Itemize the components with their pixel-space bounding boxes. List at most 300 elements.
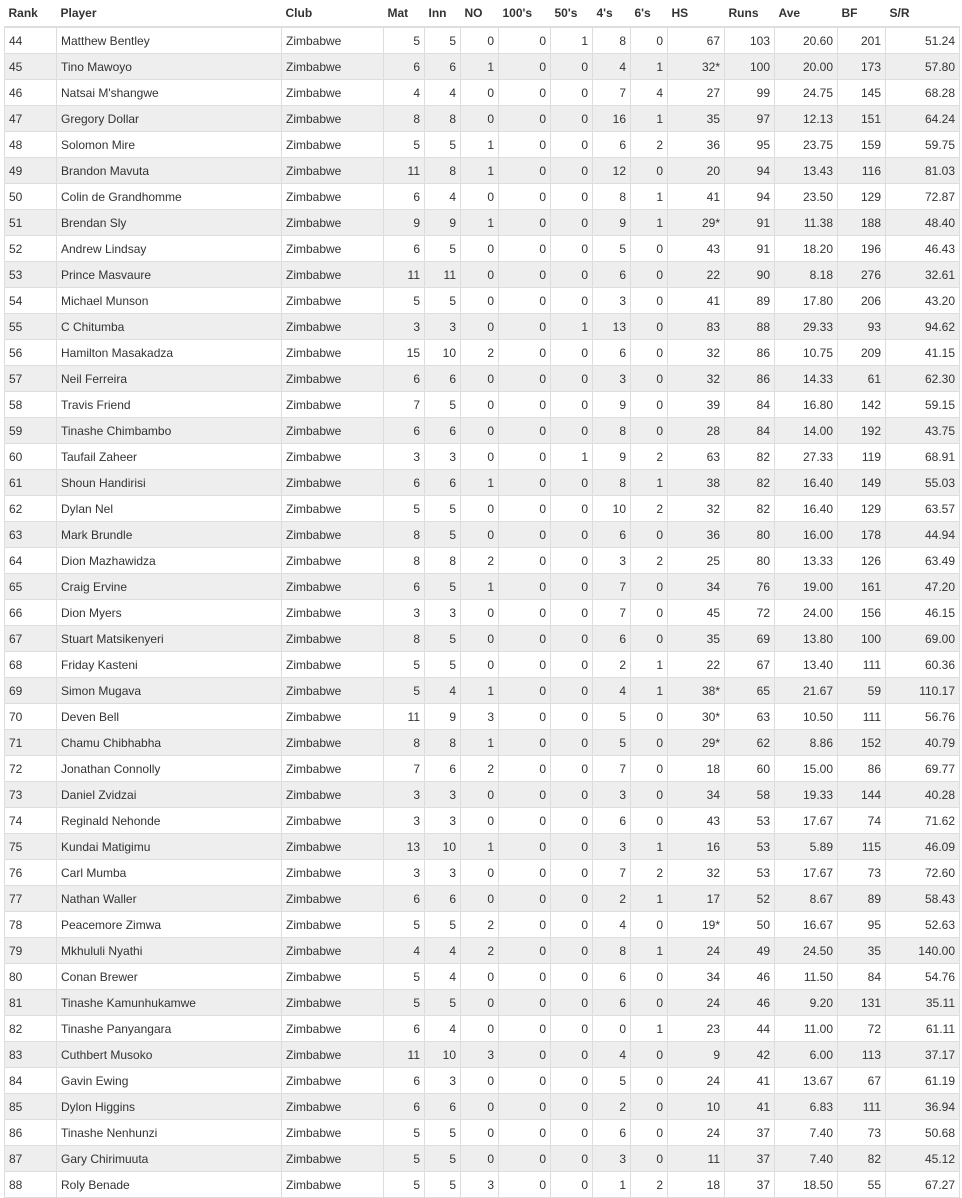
cell-sixes: 1 — [631, 54, 668, 80]
cell-hs: 18 — [668, 1172, 725, 1198]
cell-ave: 8.18 — [775, 262, 838, 288]
cell-rank: 46 — [5, 80, 57, 106]
cell-hundreds: 0 — [499, 80, 551, 106]
cell-inn: 6 — [425, 470, 461, 496]
cell-ave: 11.38 — [775, 210, 838, 236]
table-row — [5, 1042, 960, 1068]
cell-hundreds: 0 — [499, 938, 551, 964]
cell-rank: 63 — [5, 522, 57, 548]
cell-bf: 161 — [838, 574, 886, 600]
cell-club: Zimbabwe — [282, 600, 384, 626]
cell-ave: 7.40 — [775, 1120, 838, 1146]
cell-ave: 6.83 — [775, 1094, 838, 1120]
cell-bf: 159 — [838, 132, 886, 158]
cell-fifties: 0 — [551, 80, 593, 106]
cell-hundreds: 0 — [499, 27, 551, 54]
cell-bf: 95 — [838, 912, 886, 938]
cell-club: Zimbabwe — [282, 184, 384, 210]
column-header-player[interactable]: Player — [60, 6, 97, 20]
cell-bf: 188 — [838, 210, 886, 236]
cell-fifties: 0 — [551, 912, 593, 938]
table-row — [5, 990, 960, 1016]
cell-sr: 40.79 — [886, 730, 960, 756]
column-header-50-s[interactable]: 50's — [554, 6, 578, 20]
cell-rank: 51 — [5, 210, 57, 236]
cell-sr: 68.28 — [886, 80, 960, 106]
cell-fours: 5 — [593, 1068, 631, 1094]
cell-bf: 73 — [838, 860, 886, 886]
column-header-club[interactable]: Club — [285, 6, 313, 20]
cell-fifties: 0 — [551, 808, 593, 834]
cell-fifties: 0 — [551, 470, 593, 496]
cell-ave: 29.33 — [775, 314, 838, 340]
cell-club: Zimbabwe — [282, 548, 384, 574]
cell-club: Zimbabwe — [282, 990, 384, 1016]
cell-hundreds: 0 — [499, 730, 551, 756]
cell-rank: 84 — [5, 1068, 57, 1094]
cell-no: 1 — [461, 574, 499, 600]
cell-rank: 88 — [5, 1172, 57, 1198]
cell-mat: 6 — [384, 574, 425, 600]
cell-fours: 3 — [593, 782, 631, 808]
cell-sr: 32.61 — [886, 262, 960, 288]
cell-bf: 67 — [838, 1068, 886, 1094]
cell-inn: 5 — [425, 496, 461, 522]
cell-sr: 58.43 — [886, 886, 960, 912]
table-body — [5, 27, 960, 1198]
cell-mat: 5 — [384, 964, 425, 990]
cell-player: Craig Ervine — [57, 574, 282, 600]
table-row — [5, 834, 960, 860]
column-header-ave[interactable]: Ave — [778, 6, 801, 20]
cell-hundreds: 0 — [499, 54, 551, 80]
cell-bf: 131 — [838, 990, 886, 1016]
cell-sixes: 0 — [631, 522, 668, 548]
cell-club: Zimbabwe — [282, 418, 384, 444]
cell-sixes: 0 — [631, 392, 668, 418]
cell-rank: 65 — [5, 574, 57, 600]
cell-fours: 8 — [593, 470, 631, 496]
cell-hundreds: 0 — [499, 808, 551, 834]
cell-mat: 6 — [384, 1068, 425, 1094]
column-header-100-s[interactable]: 100's — [502, 6, 533, 20]
cell-sr: 54.76 — [886, 964, 960, 990]
table-row — [5, 210, 960, 236]
cell-hundreds: 0 — [499, 184, 551, 210]
cell-club: Zimbabwe — [282, 626, 384, 652]
cell-rank: 82 — [5, 1016, 57, 1042]
table-row — [5, 132, 960, 158]
cell-no: 0 — [461, 1094, 499, 1120]
cell-hundreds: 0 — [499, 340, 551, 366]
cell-no: 0 — [461, 522, 499, 548]
cell-bf: 151 — [838, 106, 886, 132]
cell-club: Zimbabwe — [282, 834, 384, 860]
cell-sr: 63.57 — [886, 496, 960, 522]
cell-sixes: 0 — [631, 574, 668, 600]
cell-fifties: 0 — [551, 1094, 593, 1120]
cell-ave: 11.50 — [775, 964, 838, 990]
cell-sixes: 0 — [631, 236, 668, 262]
cell-sr: 48.40 — [886, 210, 960, 236]
cell-ave: 10.75 — [775, 340, 838, 366]
cell-fifties: 0 — [551, 652, 593, 678]
cell-player: Jonathan Connolly — [57, 756, 282, 782]
column-header-mat[interactable]: Mat — [387, 6, 409, 20]
cell-fifties: 0 — [551, 184, 593, 210]
cell-runs: 86 — [725, 366, 775, 392]
cell-fours: 8 — [593, 184, 631, 210]
cell-player: Brandon Mavuta — [57, 158, 282, 184]
table-row — [5, 392, 960, 418]
cell-inn: 5 — [425, 288, 461, 314]
cell-player: Andrew Lindsay — [57, 236, 282, 262]
table-row — [5, 106, 960, 132]
cell-no: 0 — [461, 184, 499, 210]
cell-fours: 6 — [593, 132, 631, 158]
cell-bf: 144 — [838, 782, 886, 808]
cell-club: Zimbabwe — [282, 574, 384, 600]
table-row — [5, 1146, 960, 1172]
table-row — [5, 704, 960, 730]
cell-inn: 3 — [425, 808, 461, 834]
cell-player: Deven Bell — [57, 704, 282, 730]
cell-player: Colin de Grandhomme — [57, 184, 282, 210]
cell-bf: 126 — [838, 548, 886, 574]
cell-rank: 68 — [5, 652, 57, 678]
cell-sixes: 0 — [631, 418, 668, 444]
table-row — [5, 678, 960, 704]
cell-club: Zimbabwe — [282, 470, 384, 496]
cell-no: 0 — [461, 366, 499, 392]
table-row — [5, 262, 960, 288]
cell-no: 3 — [461, 1172, 499, 1198]
cell-sr: 57.80 — [886, 54, 960, 80]
cell-inn: 10 — [425, 1042, 461, 1068]
cell-fifties: 0 — [551, 392, 593, 418]
cell-hundreds: 0 — [499, 132, 551, 158]
cell-fours: 6 — [593, 1120, 631, 1146]
cell-no: 1 — [461, 470, 499, 496]
cell-club: Zimbabwe — [282, 808, 384, 834]
cell-runs: 103 — [725, 27, 775, 54]
cell-sr: 72.87 — [886, 184, 960, 210]
cell-hs: 41 — [668, 184, 725, 210]
cell-hs: 16 — [668, 834, 725, 860]
cell-mat: 5 — [384, 132, 425, 158]
cell-bf: 142 — [838, 392, 886, 418]
cell-hs: 45 — [668, 600, 725, 626]
cell-mat: 6 — [384, 470, 425, 496]
cell-inn: 10 — [425, 834, 461, 860]
cell-ave: 13.33 — [775, 548, 838, 574]
cell-no: 2 — [461, 938, 499, 964]
cell-inn: 8 — [425, 730, 461, 756]
cell-inn: 4 — [425, 80, 461, 106]
cell-bf: 89 — [838, 886, 886, 912]
cell-fifties: 0 — [551, 1042, 593, 1068]
cell-sixes: 1 — [631, 834, 668, 860]
table-row — [5, 366, 960, 392]
cell-mat: 6 — [384, 1094, 425, 1120]
cell-fifties: 0 — [551, 288, 593, 314]
cell-sixes: 0 — [631, 912, 668, 938]
cell-ave: 13.43 — [775, 158, 838, 184]
cell-fours: 7 — [593, 756, 631, 782]
cell-ave: 19.33 — [775, 782, 838, 808]
cell-hundreds: 0 — [499, 964, 551, 990]
cell-ave: 20.00 — [775, 54, 838, 80]
column-header-hs[interactable]: HS — [671, 6, 689, 20]
cell-hs: 36 — [668, 522, 725, 548]
cell-hundreds: 0 — [499, 1094, 551, 1120]
table-row — [5, 782, 960, 808]
cell-fifties: 0 — [551, 366, 593, 392]
cell-fours: 9 — [593, 444, 631, 470]
cell-no: 0 — [461, 444, 499, 470]
cell-bf: 93 — [838, 314, 886, 340]
cell-sixes: 1 — [631, 210, 668, 236]
cell-sr: 69.00 — [886, 626, 960, 652]
cell-mat: 6 — [384, 236, 425, 262]
cell-ave: 20.60 — [775, 27, 838, 54]
cell-ave: 16.00 — [775, 522, 838, 548]
cell-hundreds: 0 — [499, 314, 551, 340]
cell-no: 0 — [461, 1068, 499, 1094]
cell-hs: 24 — [668, 1068, 725, 1094]
cell-sixes: 1 — [631, 1016, 668, 1042]
column-header-s-r[interactable]: S/R — [889, 6, 910, 20]
cell-rank: 54 — [5, 288, 57, 314]
cell-mat: 9 — [384, 210, 425, 236]
cell-runs: 82 — [725, 496, 775, 522]
table-row — [5, 236, 960, 262]
table-row — [5, 964, 960, 990]
cell-fours: 2 — [593, 652, 631, 678]
cell-club: Zimbabwe — [282, 1068, 384, 1094]
table-row — [5, 600, 960, 626]
table-row — [5, 27, 960, 54]
cell-sr: 35.11 — [886, 990, 960, 1016]
cell-hundreds: 0 — [499, 756, 551, 782]
cell-hundreds: 0 — [499, 1042, 551, 1068]
cell-inn: 4 — [425, 938, 461, 964]
cell-bf: 72 — [838, 1016, 886, 1042]
cell-ave: 19.00 — [775, 574, 838, 600]
cell-club: Zimbabwe — [282, 444, 384, 470]
cell-sixes: 0 — [631, 1042, 668, 1068]
cell-no: 0 — [461, 626, 499, 652]
cell-fifties: 0 — [551, 548, 593, 574]
cell-club: Zimbabwe — [282, 158, 384, 184]
cell-ave: 14.33 — [775, 366, 838, 392]
cell-fifties: 0 — [551, 418, 593, 444]
cell-player: Stuart Matsikenyeri — [57, 626, 282, 652]
cell-runs: 53 — [725, 808, 775, 834]
cell-no: 1 — [461, 132, 499, 158]
cell-hs: 43 — [668, 236, 725, 262]
cell-bf: 173 — [838, 54, 886, 80]
cell-mat: 6 — [384, 886, 425, 912]
cell-club: Zimbabwe — [282, 236, 384, 262]
cell-fifties: 0 — [551, 600, 593, 626]
cell-runs: 97 — [725, 106, 775, 132]
cell-club: Zimbabwe — [282, 106, 384, 132]
cell-sr: 44.94 — [886, 522, 960, 548]
cell-sixes: 1 — [631, 938, 668, 964]
cell-mat: 3 — [384, 314, 425, 340]
cell-player: Chamu Chibhabha — [57, 730, 282, 756]
cell-hs: 25 — [668, 548, 725, 574]
cell-runs: 86 — [725, 340, 775, 366]
cell-hundreds: 0 — [499, 1172, 551, 1198]
cell-fifties: 1 — [551, 27, 593, 54]
cell-rank: 52 — [5, 236, 57, 262]
cell-player: Solomon Mire — [57, 132, 282, 158]
column-header-runs[interactable]: Runs — [728, 6, 759, 20]
column-header-6-s[interactable]: 6's — [634, 6, 651, 20]
cell-hundreds: 0 — [499, 236, 551, 262]
cell-inn: 5 — [425, 132, 461, 158]
cell-no: 2 — [461, 912, 499, 938]
cell-fifties: 0 — [551, 860, 593, 886]
cell-fifties: 0 — [551, 1016, 593, 1042]
cell-sixes: 0 — [631, 27, 668, 54]
cell-player: Gavin Ewing — [57, 1068, 282, 1094]
cell-mat: 11 — [384, 262, 425, 288]
cell-player: Nathan Waller — [57, 886, 282, 912]
table-row — [5, 522, 960, 548]
cell-inn: 3 — [425, 444, 461, 470]
cell-sixes: 0 — [631, 808, 668, 834]
cell-club: Zimbabwe — [282, 964, 384, 990]
cell-no: 0 — [461, 418, 499, 444]
cell-sixes: 0 — [631, 1094, 668, 1120]
cell-bf: 196 — [838, 236, 886, 262]
cell-fifties: 1 — [551, 444, 593, 470]
cell-fifties: 0 — [551, 938, 593, 964]
cell-inn: 6 — [425, 418, 461, 444]
cell-runs: 94 — [725, 158, 775, 184]
cell-rank: 47 — [5, 106, 57, 132]
cell-runs: 80 — [725, 522, 775, 548]
cell-bf: 201 — [838, 27, 886, 54]
cell-sixes: 0 — [631, 782, 668, 808]
cell-ave: 14.00 — [775, 418, 838, 444]
column-header-inn[interactable]: Inn — [428, 6, 447, 20]
cell-fifties: 0 — [551, 132, 593, 158]
cell-ave: 23.50 — [775, 184, 838, 210]
table-row — [5, 444, 960, 470]
cell-no: 3 — [461, 1042, 499, 1068]
cell-mat: 6 — [384, 54, 425, 80]
cell-bf: 35 — [838, 938, 886, 964]
cell-fours: 6 — [593, 808, 631, 834]
cell-player: Roly Benade — [57, 1172, 282, 1198]
cell-hundreds: 0 — [499, 860, 551, 886]
column-header-no[interactable]: NO — [464, 6, 483, 20]
cell-hs: 29* — [668, 730, 725, 756]
cell-bf: 73 — [838, 1120, 886, 1146]
cell-inn: 3 — [425, 600, 461, 626]
cell-sixes: 2 — [631, 496, 668, 522]
cell-fours: 4 — [593, 1042, 631, 1068]
cell-hs: 38 — [668, 470, 725, 496]
cell-inn: 6 — [425, 54, 461, 80]
cell-hundreds: 0 — [499, 834, 551, 860]
cell-sixes: 0 — [631, 964, 668, 990]
cell-fifties: 0 — [551, 574, 593, 600]
cell-player: Taufail Zaheer — [57, 444, 282, 470]
cell-rank: 80 — [5, 964, 57, 990]
cell-rank: 75 — [5, 834, 57, 860]
cell-player: Cuthbert Musoko — [57, 1042, 282, 1068]
cell-ave: 16.40 — [775, 470, 838, 496]
cell-bf: 145 — [838, 80, 886, 106]
cell-sr: 43.20 — [886, 288, 960, 314]
cell-sr: 61.19 — [886, 1068, 960, 1094]
cell-player: Tinashe Chimbambo — [57, 418, 282, 444]
cell-rank: 86 — [5, 1120, 57, 1146]
cell-hs: 24 — [668, 938, 725, 964]
cell-mat: 8 — [384, 548, 425, 574]
table-row — [5, 938, 960, 964]
cell-fours: 4 — [593, 54, 631, 80]
column-header-4-s[interactable]: 4's — [596, 6, 613, 20]
cell-hs: 38* — [668, 678, 725, 704]
cell-hundreds: 0 — [499, 106, 551, 132]
cell-ave: 17.67 — [775, 860, 838, 886]
table-row — [5, 340, 960, 366]
cell-mat: 6 — [384, 1016, 425, 1042]
cell-inn: 5 — [425, 912, 461, 938]
cell-sixes: 2 — [631, 132, 668, 158]
cell-inn: 8 — [425, 548, 461, 574]
cell-no: 0 — [461, 964, 499, 990]
cell-ave: 17.67 — [775, 808, 838, 834]
cell-ave: 24.50 — [775, 938, 838, 964]
cell-ave: 5.89 — [775, 834, 838, 860]
cell-bf: 152 — [838, 730, 886, 756]
cell-rank: 83 — [5, 1042, 57, 1068]
cell-runs: 84 — [725, 418, 775, 444]
column-header-rank[interactable]: Rank — [8, 6, 38, 20]
cell-runs: 37 — [725, 1146, 775, 1172]
cell-runs: 46 — [725, 990, 775, 1016]
cell-hs: 39 — [668, 392, 725, 418]
cell-inn: 5 — [425, 574, 461, 600]
column-header-bf[interactable]: BF — [841, 6, 858, 20]
cell-ave: 13.40 — [775, 652, 838, 678]
cell-club: Zimbabwe — [282, 912, 384, 938]
cell-runs: 72 — [725, 600, 775, 626]
cell-ave: 11.00 — [775, 1016, 838, 1042]
cell-player: Natsai M'shangwe — [57, 80, 282, 106]
cell-fours: 8 — [593, 27, 631, 54]
cell-sixes: 2 — [631, 444, 668, 470]
cell-bf: 178 — [838, 522, 886, 548]
cell-club: Zimbabwe — [282, 132, 384, 158]
cell-hs: 32 — [668, 496, 725, 522]
cell-rank: 77 — [5, 886, 57, 912]
cell-hs: 19* — [668, 912, 725, 938]
cell-sixes: 0 — [631, 288, 668, 314]
cell-player: Dion Mazhawidza — [57, 548, 282, 574]
cell-no: 1 — [461, 678, 499, 704]
cell-fifties: 0 — [551, 964, 593, 990]
cell-bf: 82 — [838, 1146, 886, 1172]
table-row — [5, 314, 960, 340]
